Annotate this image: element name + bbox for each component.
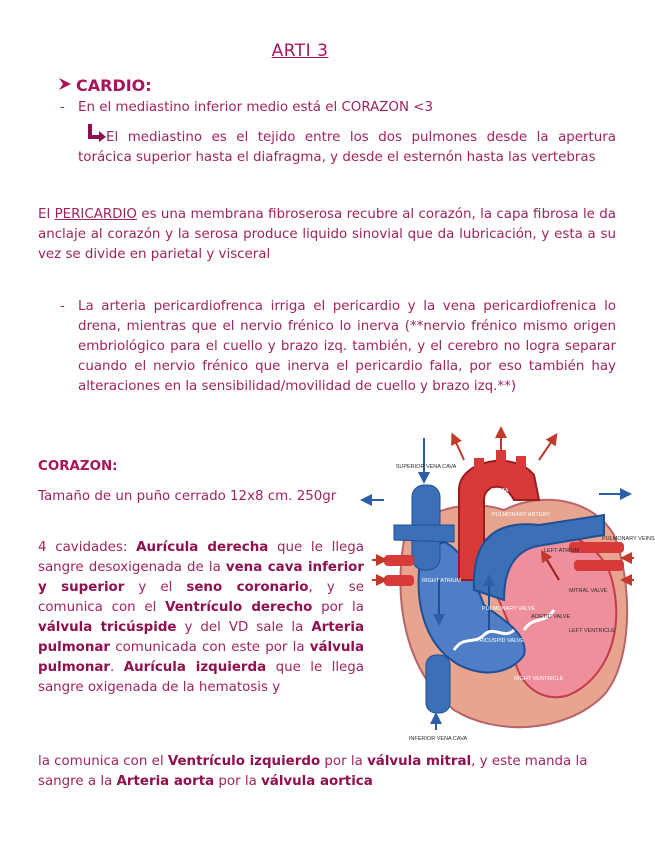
bullet-item <box>60 98 620 118</box>
label-tricuspid-valve: TRICUSPID VALVE <box>476 638 525 644</box>
label-right-ventricle: RIGHT VENTRICLE <box>514 676 564 682</box>
section-heading-corazon: CORAZON: <box>38 459 118 474</box>
label-aorta: AORTA <box>490 488 509 494</box>
label-pulmonary-artery: PULMONARY ARTERY <box>492 512 550 518</box>
inferior-vena-cava <box>426 655 450 713</box>
corner-arrow-icon <box>86 124 106 142</box>
label-pulmonary-veins: PULMONARY VEINS <box>602 536 655 542</box>
label-superior-vena-cava: SUPERIOR VENA CAVA <box>395 464 457 470</box>
pericardio-paragraph <box>38 205 616 265</box>
arrow-bullet-icon <box>58 77 72 91</box>
cardio-heading-text: CARDIO: <box>76 76 152 95</box>
bullet-text: La arteria pericardiofrenca irriga el pericardio y la vena pericardiofrenica lo drena, mientras que el nervio frénico lo inerva (**nervio frénico mismo origen embriológico para el cuello y brazo izq. también, y el cerebro no logra separar cuando el nervio frénico que inerva el pericardio falla, por eso también hay alteraciones en la sensibilidad/movilidad de cuello y brazo izq.**) <box>78 299 616 394</box>
pericardio-post: es una membrana fibroserosa recubre al corazón, la capa fibrosa le da anclaje al corazón y la serosa produce liquido sinovial que da lubricación, y esta a su vez se divide en parietal y visceral <box>38 207 616 262</box>
pericardio-pre: El <box>38 207 55 222</box>
cavidades-paragraph-continued: la comunica con el Ventrículo izquierdo por la válvula mitral, y este manda la sangre a la Arteria aorta por la válvula aortica <box>38 754 588 789</box>
label-left-ventricle: LEFT VENTRICLE <box>569 628 615 634</box>
bullet-item <box>60 297 616 397</box>
dash-bullet: - <box>60 100 65 115</box>
dash-bullet: - <box>60 299 65 314</box>
section-heading-cardio <box>58 76 152 95</box>
label-aortic-valve: AORTIC VALVE <box>531 614 571 620</box>
cavidades-paragraph: 4 cavidades: Aurícula derecha que le llega sangre desoxigenada de la vena cava inferior y superior y el seno coronario, y se comunica con el Ventrículo derecho por la válvula tricúspide y del VD sale la Arteria pulmonar comunicada con este por la válvula pulmonar. Aurícula izquierda que le llega sangre oxigenada de la hematosis y <box>38 540 365 695</box>
tamano-paragraph: Tamaño de un puño cerrado 12x8 cm. 250gr <box>38 489 337 504</box>
pericardio-term: PERICARDIO <box>54 207 137 222</box>
page-title: ARTI 3 <box>271 41 329 61</box>
sub-item-text: El mediastino es el tejido entre los dos pulmones desde la apertura torácica superior hasta el diafragma, y desde el esternón hasta las vertebras <box>78 130 616 165</box>
label-left-atrium: LEFT ATRIUM <box>544 548 580 554</box>
label-inferior-vena-cava: INFERIOR VENA CAVA <box>408 736 468 742</box>
label-pulmonary-valve: PULMONARY VALVE <box>482 606 536 612</box>
label-mitral-valve: MITRAL VALVE <box>569 588 608 594</box>
sub-item <box>78 128 616 168</box>
bullet-text: En el mediastino inferior medio está el CORAZON <3 <box>78 100 433 115</box>
heart-diagram <box>364 430 655 742</box>
label-right-atrium: RIGHT ATRIUM <box>422 578 461 584</box>
